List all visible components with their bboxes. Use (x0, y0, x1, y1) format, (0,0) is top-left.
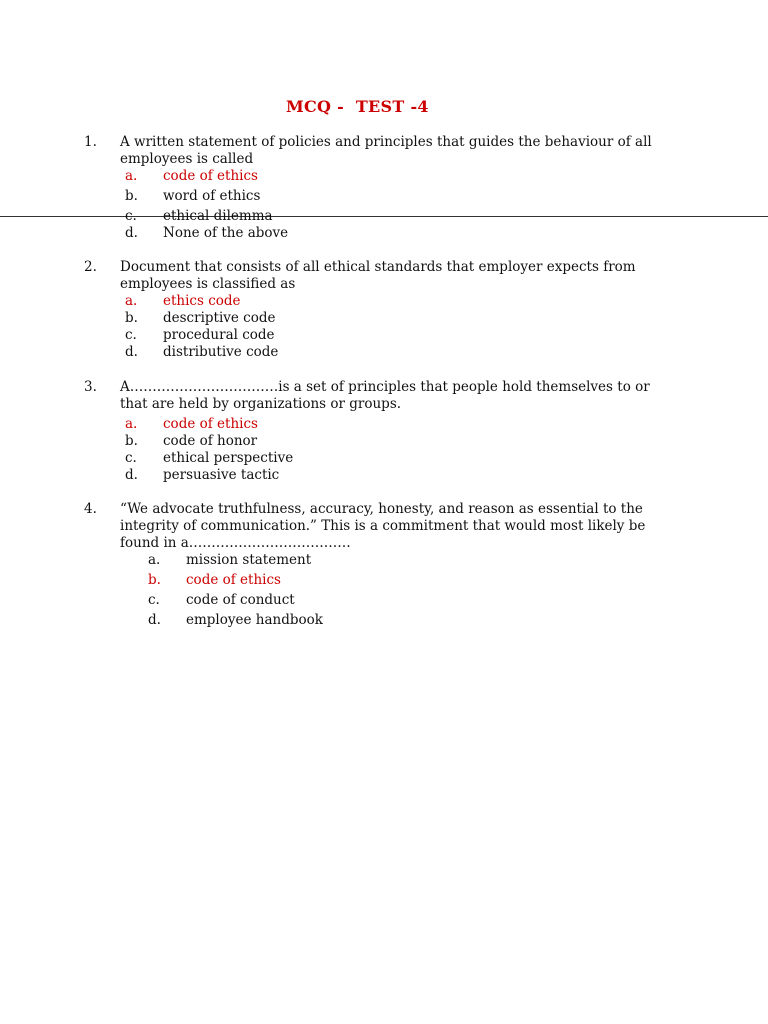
option-text: code of conduct (186, 592, 295, 608)
question-text: A……………………………is a set of principles that people hold themselves to or that are held by organizations or groups. (120, 379, 650, 412)
option-letter: d. (125, 467, 138, 483)
option-letter: b. (125, 188, 138, 204)
option-letter: a. (125, 293, 138, 309)
option-text: code of ethics (163, 168, 258, 184)
question-number: 2. (84, 259, 97, 275)
option-text: ethical perspective (163, 450, 294, 466)
option-text: procedural code (163, 327, 275, 343)
question-number: 4. (84, 501, 97, 517)
option-text: descriptive code (163, 310, 276, 326)
option-letter: a. (125, 168, 138, 184)
option-letter: c. (125, 208, 137, 224)
question-number: 1. (84, 134, 97, 150)
option-text: mission statement (186, 552, 312, 568)
option-text: code of ethics (163, 416, 258, 432)
option-letter: a. (148, 552, 161, 568)
option-text: word of ethics (163, 188, 261, 204)
option-letter: c. (125, 327, 137, 343)
option-text: employee handbook (186, 612, 323, 628)
horizontal-divider (0, 216, 768, 217)
option-letter: d. (125, 225, 138, 241)
option-text: persuasive tactic (163, 467, 280, 483)
option-letter: d. (148, 612, 161, 628)
option-letter: d. (125, 344, 138, 360)
question-text: Document that consists of all ethical standards that employer expects from employees is classified as (120, 259, 636, 292)
option-letter: a. (125, 416, 138, 432)
option-text: None of the above (163, 225, 289, 241)
option-text: distributive code (163, 344, 279, 360)
option-letter: c. (148, 592, 160, 608)
option-text: code of honor (163, 433, 258, 449)
question-number: 3. (84, 379, 97, 395)
option-letter: b. (125, 310, 138, 326)
option-text: ethical dilemma (163, 208, 273, 224)
page-title (0, 97, 768, 135)
page-title-text: MCQ - TEST -4 (286, 97, 429, 116)
option-text: ethics code (163, 293, 241, 309)
option-text: code of ethics (186, 572, 281, 588)
question-text: A written statement of policies and principles that guides the behaviour of all employees is called (120, 134, 652, 167)
option-letter: c. (125, 450, 137, 466)
question-text: “We advocate truthfulness, accuracy, honesty, and reason as essential to the integrity of communication.” This is a commitment that would most likely be found in a……………………………… (120, 501, 646, 551)
option-letter: b. (148, 572, 161, 588)
option-letter: b. (125, 433, 138, 449)
